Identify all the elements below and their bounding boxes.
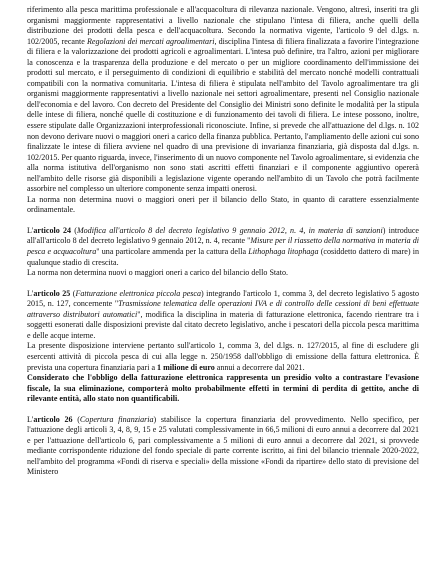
italic-text: Lithophaga litophaga [248,247,319,257]
text-run: ( [72,414,80,424]
paragraph [27,289,419,342]
text-run: ) stabilisce la copertura finanziaria del provvedimento. Nello specifico, per l'attuazione degli articoli 3, 4, 8, 9, 15 e 25 valutati complessivamente in 66,5 milioni di euro annui a decorrere dal 2021 e per l'attuazione dell'articolo 6, pari complessivamente a 5 milioni di euro annui a decorrere dal 2021, si provvede mediante corrispondente riduzione del fondo speciale di parte corrente iscritto, ai fini del bilancio triennale 2020-2022, nell'ambito del programma «Fondi di riserva e speciali» della missione «Fondi da ripartire» dello stato di previsione del Ministero [27,414,419,477]
paragraph [27,5,419,195]
paragraph [27,373,419,405]
text-run: ( [70,288,76,298]
paragraph-gap [27,216,419,226]
text-run: ) introduce all'all'articolo 8 del decreto legislativo 9 gennaio 2012, n. 4, recante " [27,225,419,246]
bold-text: Considerato che l'obbligo della fatturazione elettronica rappresenta un presidio volto a contrastare l'evasione fiscale, la sua eliminazione, comporterà molto probabilmente effetti in termini di perdita di gettito, anche di rilevante entità, allo stato non quantificabili. [27,373,419,404]
text-run: La norma non determina nuovi o maggiori oneri a carico del bilancio dello Stato. [27,268,288,278]
paragraph [27,415,419,478]
text-run: annui a decorrere dal 2021. [214,362,305,372]
text-run: La presente disposizione interviene pertanto sull'articolo 1, comma 3, del d.lgs. n. 127/2015, al fine di escludere gli esercenti attività di piccola pesca di cui alla legge n. 250/1958 dall'obbligo di emissione della fattura elettronica. È prevista una copertura finanziaria pari a [27,341,419,372]
italic-text: Modifica all'articolo 8 del decreto legislativo 9 gennaio 2012, n. 4, in materia di sanzioni [76,225,383,235]
italic-text: Copertura finanziaria [79,414,154,424]
bold-text: articolo 25 [33,288,71,298]
bold-text: articolo 24 [33,225,72,235]
paragraph [27,195,419,216]
paragraph-gap [27,279,419,289]
text-run: , disciplina l'intesa di filiera finalizzata a favorire l'integrazione di filiera e la valorizzazione dei prodotti agricoli e agroalimentari. L'intesa può definire, tra l'altro, azioni per migliorare la conoscenza e la trasparenza della produzione e del mercato o per un migliore coordinamento dell'immissione dei prodotti sul mercato, e il perseguimento di condizioni di equilibrio e stabilità del mercato nonché modelli contrattuali compatibili con la normativa comunitaria. L'intesa di filiera è stipulata nell'ambito del Tavolo agroalimentare tra gli organismi maggiormente rappresentativi a livello nazionale nei settori agroalimentare, presenti nel Consiglio nazionale dell'economia e del lavoro. Con decreto del Presidente del Consiglio dei Ministri sono definite le modalità per la stipula delle intese di filiera, nonché quelle di costituzione e di funzionamento dei tavoli di filiera. Le intese possono, inoltre, essere stipulate dalle Organizzazioni interprofessionali riconosciute. Infine, si prevede che all'attuazione del d.lgs. n. 102 non devono derivare nuovi o maggiori oneri a carico della finanza pubblica. Pertanto, l'ampliamento delle azioni cui sono finalizzate le intese di filiera avviene nel quadro di una previsione di invarianza finanziaria, già disposta dal d.lgs. n. 102/2015. Per quanto riguarda, invece, l'inserimento di un nuovo componente nel Tavolo agroalimentare, si evidenzia che alla norma istitutiva dell'organismo non sono stati ascritti effetti finanziari e il componente aggiuntivo opererà nell'ambito delle risorse già disponibili a legislazione vigente operando nell'ambito di un Tavolo che potrà facilmente assorbire nel complesso un ulteriore componente senza impatti onerosi. [27,36,420,194]
text-run: ( [71,225,77,235]
paragraph [27,268,419,279]
italic-text: Trasmissione telematica delle operazioni IVA e di controllo delle cessioni di beni effettuate attraverso distributori automatici [27,299,420,319]
italic-text: Misure per il riassetto della normativa in materia di pesca e acquacoltura [27,236,420,257]
text-run: (cosiddetto dattero di mare) in qualunque stadio di crescita. [27,247,419,267]
italic-text: Fatturazione elettronica piccola pesca [75,288,202,298]
text-run: ) integrando l'articolo 1, comma 3, del decreto legislativo 5 agosto 2015, n. 127, concernente " [27,288,419,309]
bold-text: articolo 26 [33,414,73,424]
text-run: L' [27,288,34,298]
italic-text: Regolazioni dei mercati agroalimentari [86,36,215,46]
text-run: L' [27,225,34,235]
paragraph-gap [27,405,419,415]
text-run: riferimento alla pesca marittima professionale e all'acquacoltura di rilevanza nazionale. Vengono, altresì, inseriti tra gli organismi maggiormente rappresentativi a livello nazionale che stipulano l'intesa di filiera, anche quelli della distribuzione dei prodotti della pesca e dell'acquacoltura. Secondo la normativa vigente, l'articolo 9 del d.lgs. n. 102/2005, recante [27,5,419,46]
paragraph [27,341,419,373]
paragraph [27,226,419,268]
text-run: " una particolare ammenda per la cattura della [96,247,249,257]
document-body [27,5,419,478]
text-run: ", modifica la disciplina in materia di fatturazione elettronica, facendo rientrare tra i soggetti esonerati dalle disposizioni previste dal citato decreto legislativo, anche i pescatori della piccola pesca marittima e delle acque interne. [27,309,419,340]
text-run: L' [27,414,34,424]
bold-text: 1 milione di euro [157,362,215,372]
text-run: La norma non determina nuovi o maggiori oneri per il bilancio dello Stato, in quanto di carattere essenzialmente ordinamentale. [27,194,419,215]
